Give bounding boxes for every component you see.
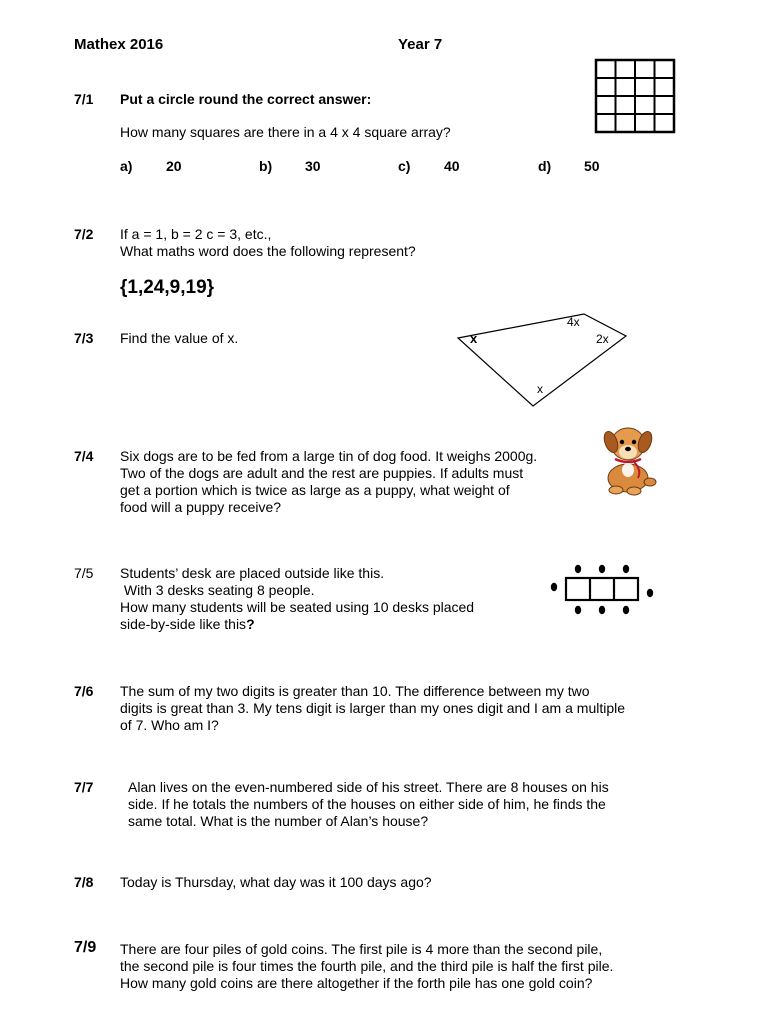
question-text: Today is Thursday, what day was it 100 days ago?	[120, 874, 432, 890]
desk-seating-figure	[546, 562, 658, 620]
question-line: How many students will be seated using 10 desks placed	[120, 599, 475, 615]
question-line	[120, 616, 474, 633]
question-number: 7/9	[74, 939, 97, 956]
worksheet-title: Mathex 2016	[74, 36, 164, 53]
option-d-letter: d)	[538, 158, 552, 174]
question-line: digits is great than 3. My tens digit is larger than my ones digit and I am a multiple	[120, 700, 626, 716]
option-c-letter: c)	[398, 158, 411, 174]
question-text	[120, 226, 416, 260]
question-text	[120, 448, 537, 516]
question-text: How many squares are there in a 4 x 4 square array?	[120, 124, 451, 140]
year-label: Year 7	[398, 36, 443, 53]
desk-row-outline	[566, 578, 638, 600]
angle-label-left: x	[470, 331, 478, 346]
question-number: 7/7	[74, 779, 94, 795]
question-number: 7/5	[74, 565, 94, 581]
question-mark: ?	[246, 616, 255, 632]
question-text	[120, 941, 613, 992]
angle-label-top: 4x	[567, 315, 580, 329]
quadrilateral-figure	[450, 308, 636, 412]
angle-label-bottom: x	[537, 382, 543, 396]
question-number: 7/6	[74, 683, 94, 699]
question-line: same total. What is the number of Alan’s house?	[128, 813, 429, 829]
question-line: What maths word does the following represent?	[120, 243, 416, 259]
question-number: 7/4	[74, 448, 94, 464]
four-by-four-grid-figure	[594, 58, 676, 134]
question-text	[120, 565, 474, 633]
option-c-value: 40	[444, 158, 460, 174]
question-text	[128, 779, 609, 830]
question-line: There are four piles of gold coins. The first pile is 4 more than the second pile,	[120, 941, 603, 957]
question-number: 7/2	[74, 226, 94, 242]
question-line: Students’ desk are placed outside like this.	[120, 565, 385, 581]
question-line: of 7. Who am I?	[120, 717, 219, 733]
question-line-text: side-by-side like this	[120, 616, 247, 632]
dog-icon	[598, 420, 662, 496]
question-line: food will a puppy receive?	[120, 499, 282, 515]
option-d-value: 50	[584, 158, 600, 174]
option-a-letter: a)	[120, 158, 133, 174]
option-b-value: 30	[305, 158, 321, 174]
option-b-letter: b)	[259, 158, 273, 174]
question-line: the second pile is four times the fourth pile, and the third pile is half the first pile.	[120, 958, 614, 974]
seat-dot	[599, 565, 605, 573]
angle-label-right: 2x	[596, 332, 609, 346]
question-line: How many gold coins are there altogether if the forth pile has one gold coin?	[120, 975, 593, 991]
question-number: 7/1	[74, 91, 94, 107]
number-set: {1,24,9,19}	[120, 277, 215, 298]
seat-dot	[575, 565, 581, 573]
question-number: 7/8	[74, 874, 94, 890]
question-number: 7/3	[74, 330, 94, 346]
question-line: The sum of my two digits is greater than 10. The difference between my two	[120, 683, 590, 699]
question-line: side. If he totals the numbers of the houses on either side of him, he finds the	[128, 796, 606, 812]
seat-dot	[599, 606, 605, 614]
question-text: Find the value of x.	[120, 330, 239, 346]
question-line: get a portion which is twice as large as a puppy, what weight of	[120, 482, 510, 498]
seat-dot	[575, 606, 581, 614]
question-line: Two of the dogs are adult and the rest are puppies. If adults must	[120, 465, 524, 481]
seat-dot	[623, 565, 629, 573]
question-instruction: Put a circle round the correct answer:	[120, 91, 372, 107]
seat-dot	[623, 606, 629, 614]
question-line: With 3 desks seating 8 people.	[120, 582, 315, 598]
question-line: Alan lives on the even-numbered side of his street. There are 8 houses on his	[128, 779, 609, 795]
question-line: If a = 1, b = 2 c = 3, etc.,	[120, 226, 272, 242]
question-line: Six dogs are to be fed from a large tin of dog food. It weighs 2000g.	[120, 448, 538, 464]
question-text	[120, 683, 625, 734]
option-a-value: 20	[166, 158, 182, 174]
seat-dot	[647, 589, 653, 597]
seat-dot	[551, 583, 557, 591]
